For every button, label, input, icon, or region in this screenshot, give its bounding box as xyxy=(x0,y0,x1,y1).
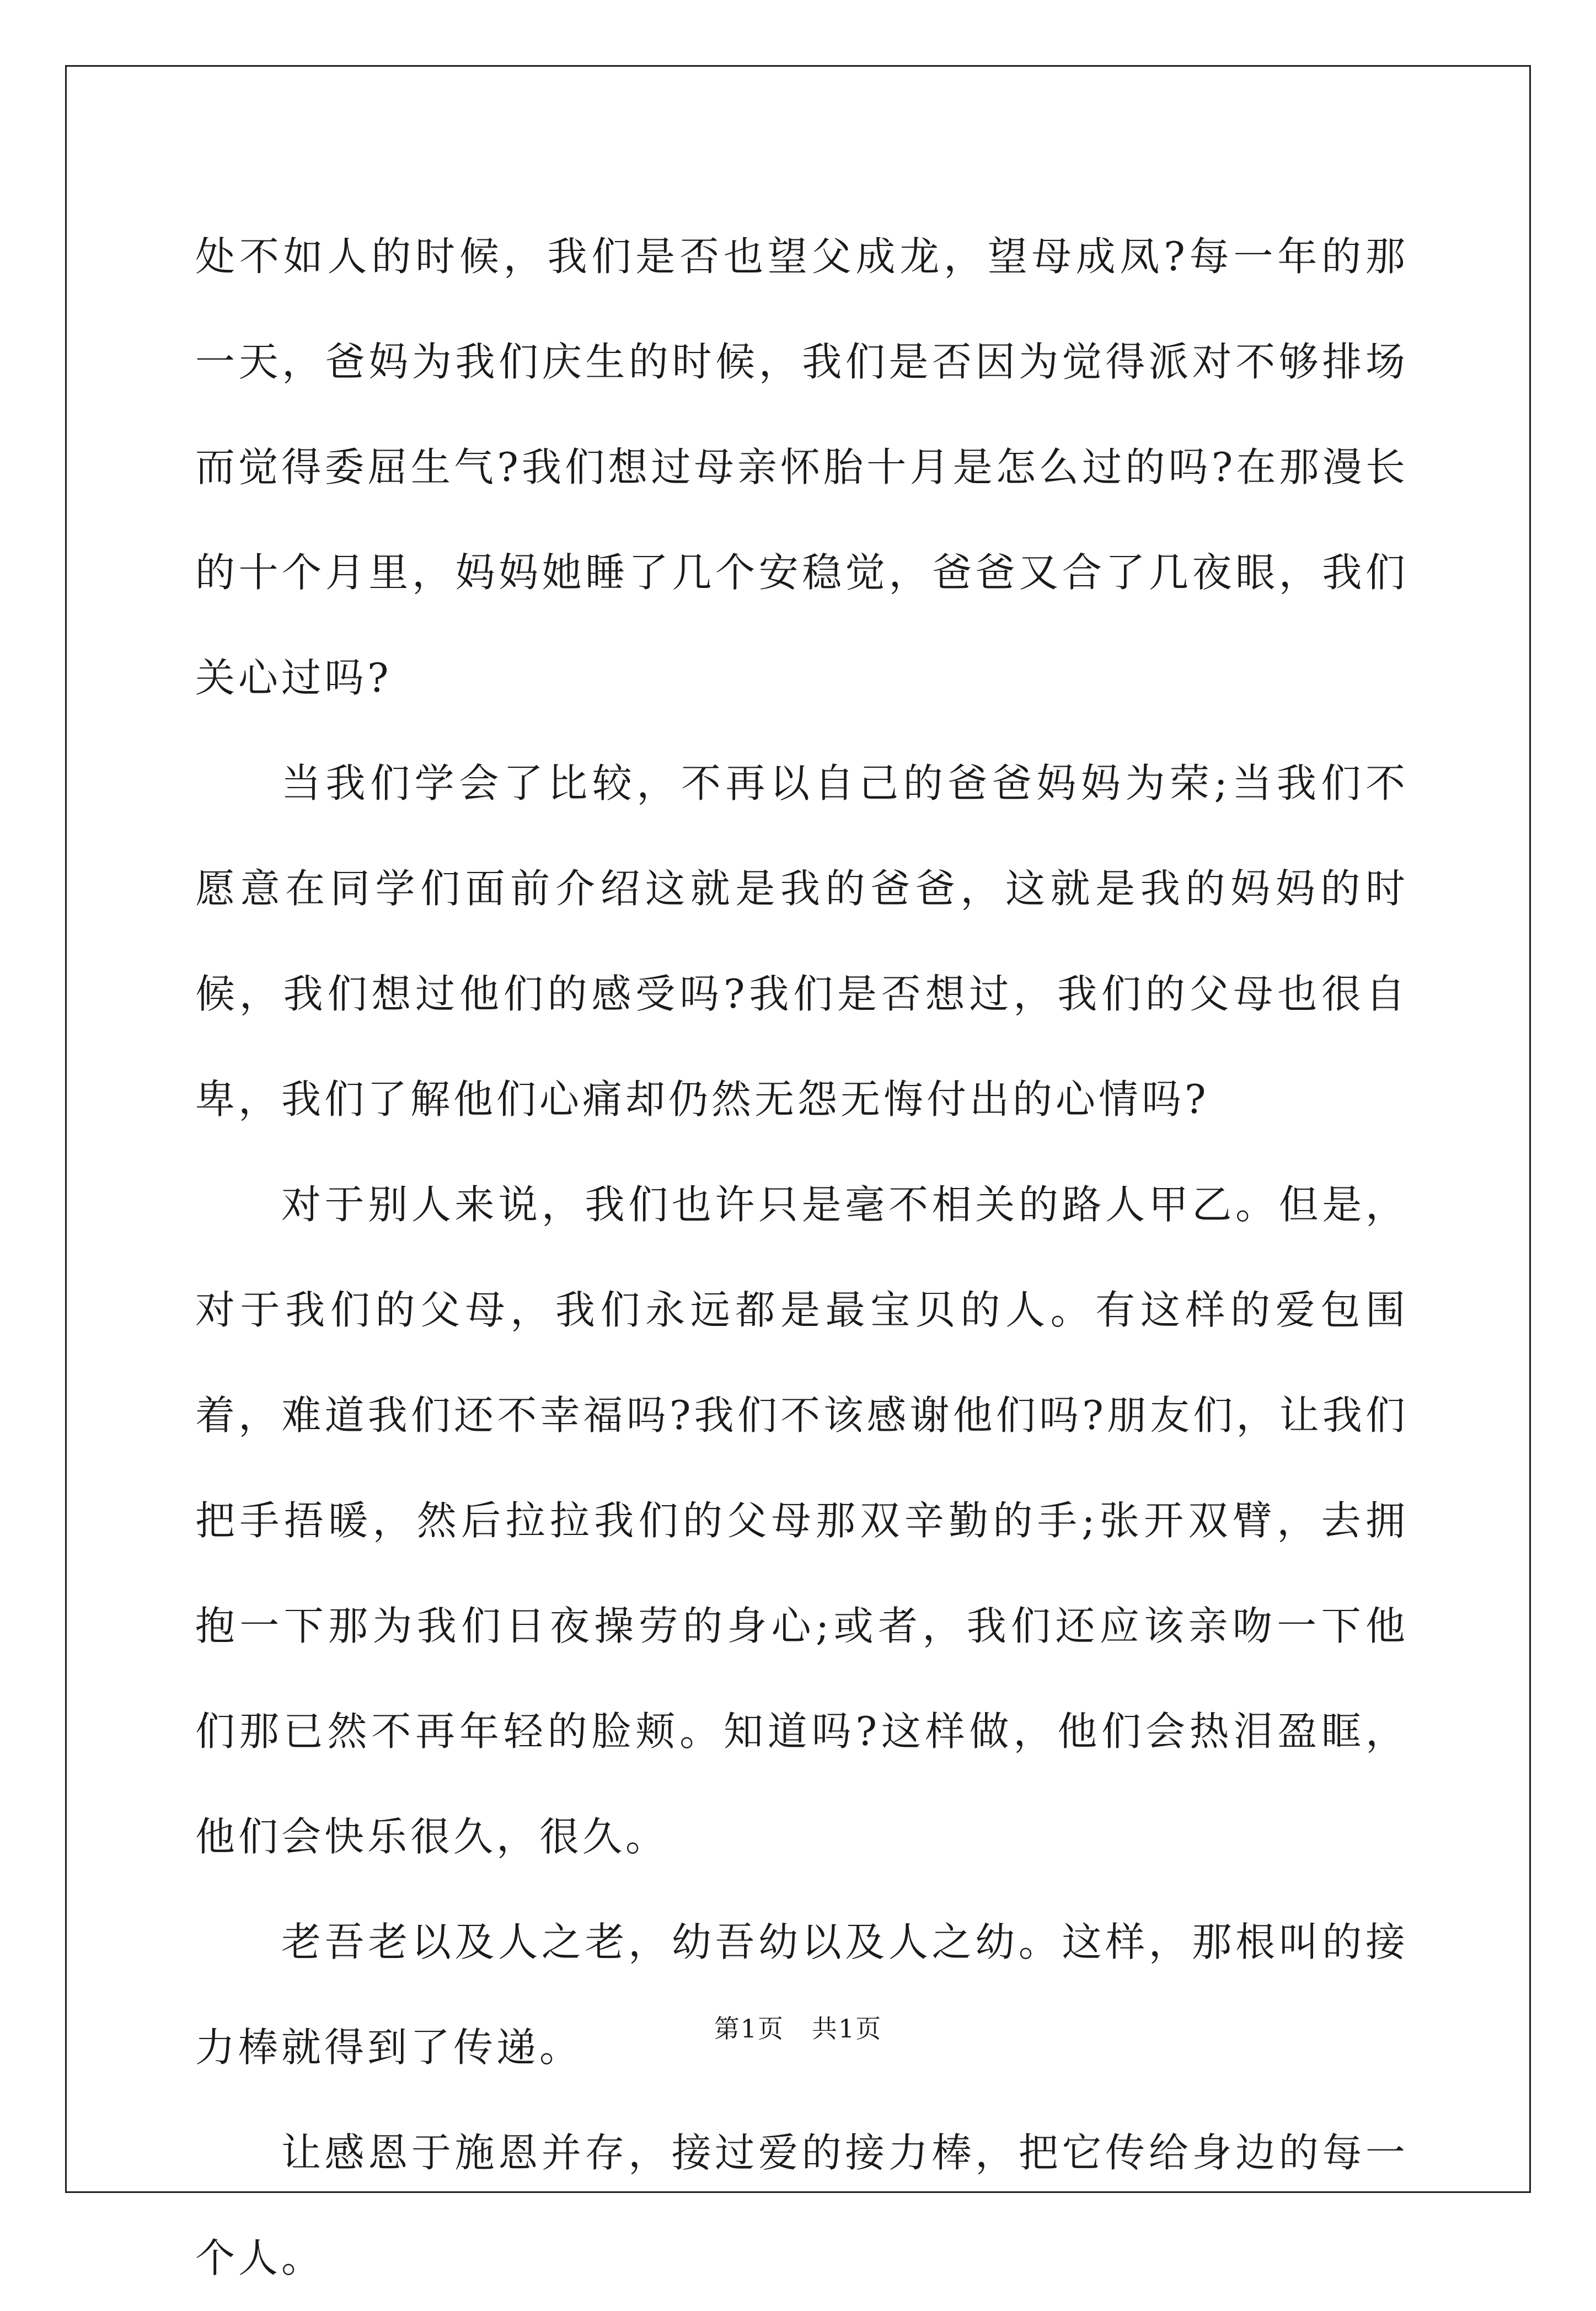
page-number-total: 共1页 xyxy=(812,2014,882,2043)
document-body xyxy=(195,204,1408,2311)
paragraph-5: 让感恩于施恩并存，接过爱的接力棒，把它传给身边的每一个人。 xyxy=(195,2130,1408,2281)
paragraph-1: 处不如人的时候，我们是否也望父成龙，望母成凤?每一年的那一天，爸妈为我们庆生的时候，我们是否因为觉得派对不够排场而觉得委屈生气?我们想过母亲怀胎十月是怎么过的吗?在那漫长的十个月里，妈妈她睡了几个安稳觉，爸爸又合了几夜眼，我们关心过吗? xyxy=(195,233,1408,701)
paragraph-2: 当我们学会了比较，不再以自己的爸爸妈妈为荣;当我们不愿意在同学们面前介绍这就是我的爸爸，这就是我的妈妈的时候，我们想过他们的感受吗?我们是否想过，我们的父母也很自卑，我们了解他们心痛却仍然无怨无悔付出的心情吗? xyxy=(195,760,1408,1122)
paragraph-4: 老吾老以及人之老，幼吾幼以及人之幼。这样，那根叫的接力棒就得到了传递。 xyxy=(195,1919,1408,2071)
page-number-current: 第1页 xyxy=(714,2014,784,2043)
page-footer xyxy=(0,2012,1596,2045)
paragraph-3: 对于别人来说，我们也许只是毫不相关的路人甲乙。但是，对于我们的父母，我们永远都是最宝贝的人。有这样的爱包围着，难道我们还不幸福吗?我们不该感谢他们吗?朋友们，让我们把手捂暖，然后拉拉我们的父母那双辛勤的手;张开双臂，去拥抱一下那为我们日夜操劳的身心;或者，我们还应该亲吻一下他们那已然不再年轻的脸颊。知道吗?这样做，他们会热泪盈眶，他们会快乐很久，很久。 xyxy=(195,1181,1408,1860)
